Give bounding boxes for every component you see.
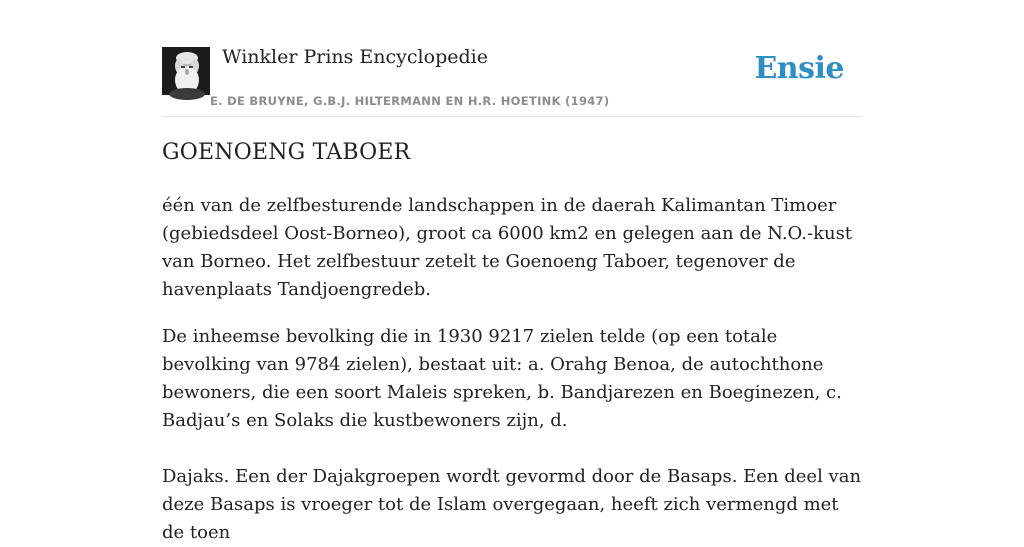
authors-line: E. DE BRUYNE, G.B.J. HILTERMANN EN H.R. HOETINK (1947): [210, 94, 610, 108]
bearded-man-portrait-icon: [162, 47, 210, 95]
article-paragraph: Dajaks. Een der Dajakgroepen wordt gevormd door de Basaps. Een deel van deze Basaps is vroeger tot de Islam overgegaan, heeft zich vermengd met de toen: [162, 466, 862, 543]
article-paragraph: De inheemse bevolking die in 1930 9217 zielen telde (op een totale bevolking van 9784 zielen), bestaat uit: a. Orahg Benoa, de autochthone bewoners, die een soort Maleis spreken, b. Bandjarezen en Boeginezen, c. Badjau’s en Solaks die kustbewoners zijn, d.: [162, 326, 842, 431]
ensie-logo[interactable]: Ensie: [754, 51, 844, 86]
article-paragraph: één van de zelfbesturende landschappen in de daerah Kalimantan Timoer (gebiedsdeel Oost-Borneo), groot ca 6000 km2 en gelegen aan de N.O.-kust van Borneo. Het zelfbestuur zetelt te Goenoeng Taboer, tegenover de havenplaats Tandjoengredeb.: [162, 195, 853, 300]
page: [162, 0, 862, 543]
article-title: GOENOENG TABOER: [162, 140, 411, 165]
header: [162, 0, 862, 117]
author-avatar[interactable]: [162, 47, 210, 95]
site-title[interactable]: Winkler Prins Encyclopedie: [222, 46, 488, 68]
